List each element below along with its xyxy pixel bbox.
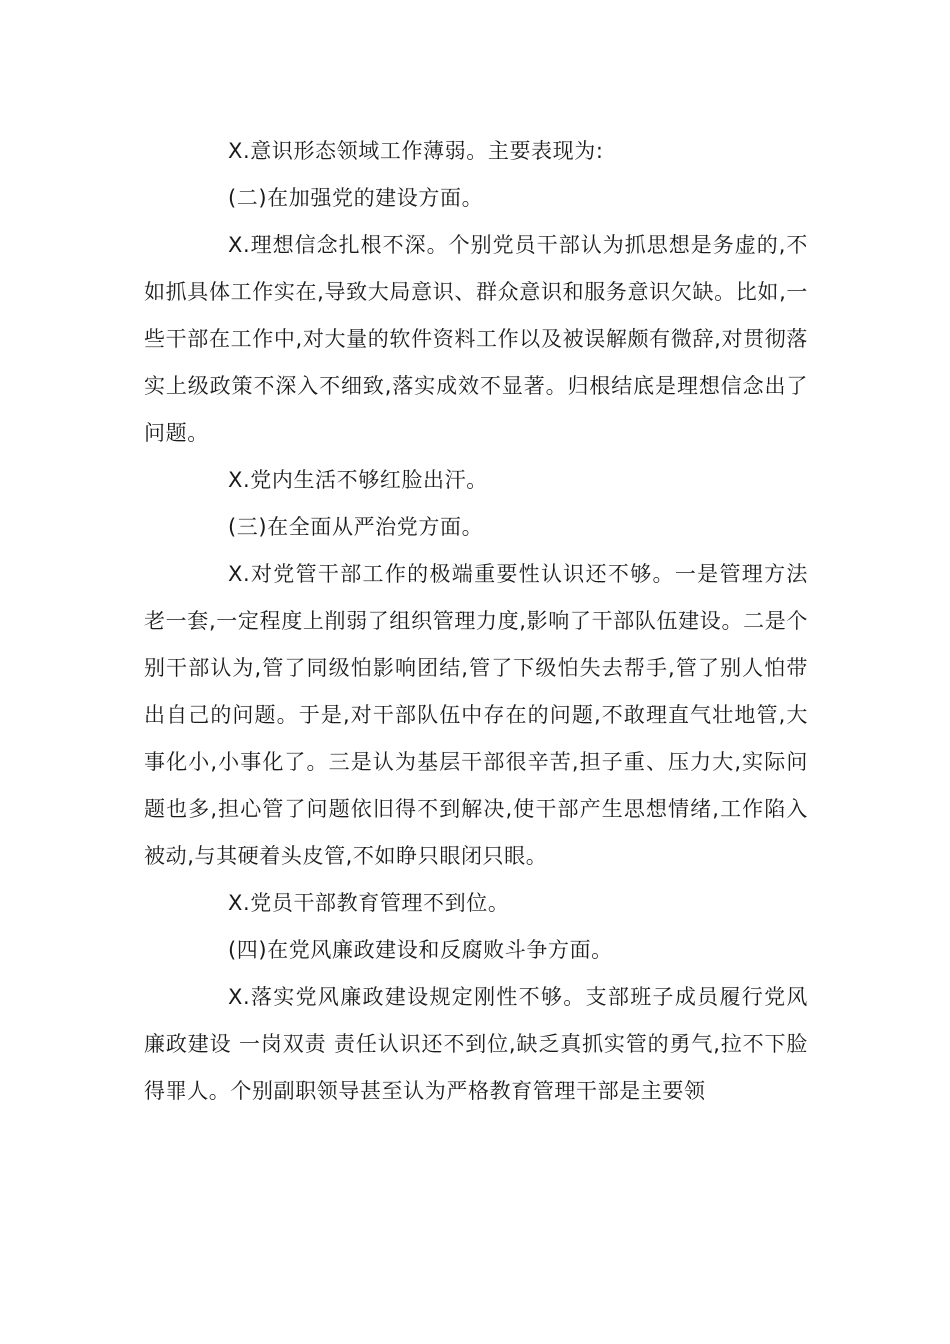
paragraph-inner-party-life: X.党内生活不够红脸出汗。 [228, 468, 488, 492]
paragraph-cadre-education: X.党员干部教育管理不到位。 [228, 891, 510, 915]
paragraph-integrity-rules: X.落实党风廉政建设规定刚性不够。支部班子成员履行党风廉政建设 一岗双责 责任认识还不到位,缺乏真抓实管的勇气,拉不下脸得罪人。个别副职领导甚至认为严格教育管理干部是主要领 [144, 985, 808, 1103]
document-body [144, 128, 808, 1115]
section-heading-anti-corruption: (四)在党风廉政建设和反腐败斗争方面。 [228, 938, 613, 962]
paragraph-ideals-beliefs: X.理想信念扎根不深。个别党员干部认为抓思想是务虚的,不如抓具体工作实在,导致大局意识、群众意识和服务意识欠缺。比如,一些干部在工作中,对大量的软件资料工作以及被误解颇有微辞,对贯彻落实上级政策不深入不细致,落实成效不显著。归根结底是理想信念出了问题。 [144, 233, 808, 445]
paragraph-cadre-management: X.对党管干部工作的极端重要性认识还不够。一是管理方法老一套,一定程度上削弱了组织管理力度,影响了干部队伍建设。二是个别干部认为,管了同级怕影响团结,管了下级怕失去帮手,管了别人怕带出自己的问题。于是,对干部队伍中存在的问题,不敢理直气壮地管,大事化小,小事化了。三是认为基层干部很辛苦,担子重、压力大,实际问题也多,担心管了问题依旧得不到解决,使干部产生思想情绪,工作陷入被动,与其硬着头皮管,不如睁只眼闭只眼。 [144, 562, 808, 868]
paragraph-ideology-work: X.意识形态领域工作薄弱。主要表现为: [228, 139, 604, 163]
section-heading-party-building: (二)在加强党的建设方面。 [228, 186, 484, 210]
section-heading-strict-governance: (三)在全面从严治党方面。 [228, 515, 484, 539]
